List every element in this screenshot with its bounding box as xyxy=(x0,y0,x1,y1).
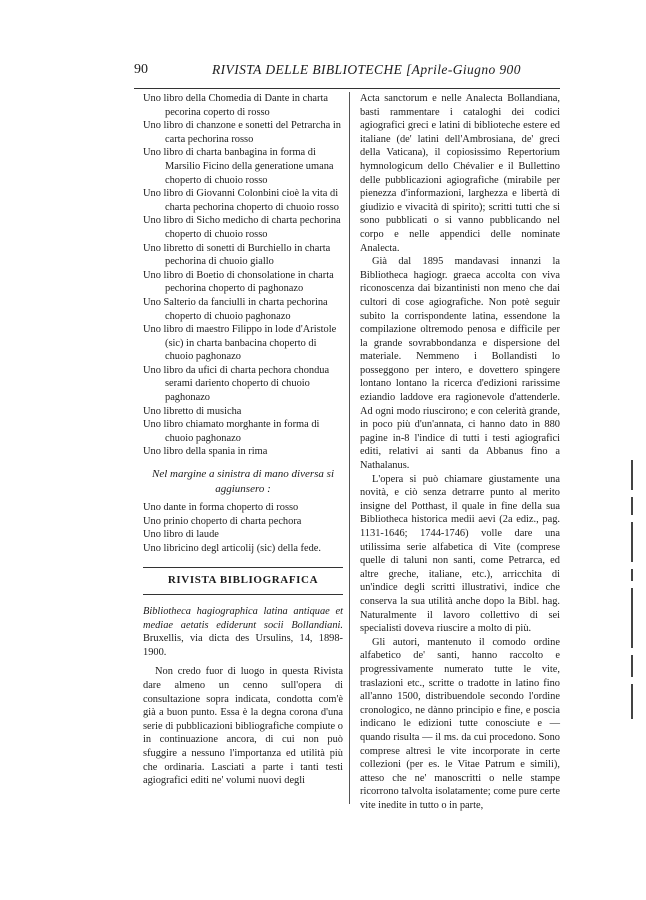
inventory-entry: Uno libretto di sonetti di Burchiello in charta pechorina di chuoio giallo xyxy=(143,242,331,268)
inventory-entry: Uno libro di Boetio di chonsolatione in charta pechorina choperto di paghonazo xyxy=(143,269,334,295)
bibliography-title: Bibliotheca hagiographica latina antiquae et mediae aetatis ediderunt socii Bollandiani. xyxy=(143,606,343,631)
inventory-entry: Uno Salterio da fanciulli in charta pechorina choperto di chuoio paghonazo xyxy=(143,296,328,322)
running-title: RIVISTA DELLE BIBLIOTECHE [Aprile-Giugno 900 xyxy=(212,62,521,77)
review-paragraph: Gli autori, mantenuto il comodo ordine alfabetico de' santi, hanno raccolto e progressivamente numerato tutte le vite, traslazioni etc., scritte o tradotte in latino fino all'anno 1500, distribuendole secondo l'ordine cronologico, ne dànno principio e fine, e poscia indicano le edizioni tutte conosciute e — quando risulta — il ms. da cui procedono. Sono comprese altresì le vite incorporate in certe collezioni (per es. le Vitae Patrum e simili), atteso che ne' manoscritti o nelle stampe ricorrono talvolta isolatamente; come pure certe vite inedite in tutto o in parte, xyxy=(360,636,560,811)
inventory-entry: Uno libro di maestro Filippo in lode d'Aristole (sic) in charta banbacina choperto di chuoio paghonazo xyxy=(143,324,337,363)
margin-entry: Uno libricino degl articolij (sic) della fede. xyxy=(143,542,322,554)
page-header xyxy=(134,62,560,84)
inventory-entry: Uno libretto di musicha xyxy=(143,405,242,417)
inventory-entry: Uno libro di Giovanni Colonbini cioè la vita di charta pechorina choperto di chuoio rosso xyxy=(143,188,339,213)
right-column xyxy=(360,92,560,812)
margin-note: Nel margine a sinistra di mano diversa si aggiunsero : xyxy=(151,468,334,496)
section-title: RIVISTA BIBLIOGRAFICA xyxy=(167,574,319,587)
inventory-entry: Uno libro di chanzone e sonetti del Petrarcha in carta pechorina rosso xyxy=(143,120,341,145)
left-column xyxy=(143,92,343,788)
inventory-entry: Uno libro chiamato morghante in forma di chuoio paghonazo xyxy=(143,419,320,444)
inventory-entry: Uno libro della Chomedia di Dante in charta pecorina coperto di rosso xyxy=(143,93,328,118)
inventory-entry: Uno libro di charta banbagina in forma di Marsilio Ficino della generatione umana choperto di chuoio rosso xyxy=(143,147,334,186)
header-rule xyxy=(134,88,560,89)
inventory-entry: Uno libro di Sicho medicho di charta pechorina choperto di chuoio rosso xyxy=(143,215,341,240)
margin-entry: Uno libro di laude xyxy=(143,529,219,541)
bibliography-entry xyxy=(143,605,343,659)
margin-entry: Uno dante in forma choperto di rosso xyxy=(143,502,299,514)
bibliography-imprint: Bruxellis, via dicta des Ursulins, 14, 1898-1900. xyxy=(143,633,343,658)
review-paragraph: Acta sanctorum e nelle Analecta Bollandiana, basti rammentare i cataloghi dei codici agiografici greci e latini di biblioteche estere ed italiane (de' latini dell'Ambrosiana, de' greci della Vaticana), il copiosissimo Repertorium hymnologicum dello Chévalier e il Bullettino delle pubblicazioni agiografiche (mirabile per pienezza d'informazioni, larghezza e libertà di giudizio e vivacità di spirito); scritti tutti che si sono pubblicati o si vanno pubblicando nel corpo e nelle appendici delle nominate Analecta. xyxy=(360,93,560,254)
margin-entry: Uno prinio choperto di charta pechora xyxy=(143,515,302,527)
review-paragraph: Già dal 1895 mandavasi innanzi la Bibliotheca hagiogr. graeca accolta con viva riconoscenza dai bizantinisti non meno che dai cultori di cose agiografiche. Non potè seguir subito la corrispondente latina, essendone la compilazione oltremodo penosa e difficile per la grande sovrabbondanza e dispersione del materiale. Nemmeno i Bollandisti lo posseggono per intero, e dovettero spingere lontano lontano la ricerca d'edizioni rarissime eziandio laddove era ragionevole d'attenderle. Ad ogni modo riuscirono; e con celerità grande, in poco più d'un'annata, ci hanno dato in 880 pagine in-8 l'indice di tutti i testi agiografici editi, relativi ai santi da Abbanus fino a Nathalanus. xyxy=(360,256,560,472)
inventory-entry: Uno libro della spania in rima xyxy=(143,446,268,458)
review-paragraph: L'opera si può chiamare giustamente una novità, e ciò senza detrarre punto al merito insigne del Potthast, il quale in fine della sua Bibliotheca historica medii aevi (2a ediz., pag. 1131-1646; 1744-1746) volle dare una utilissima serie alfabetica di Vite (comprese quelle di taluni non santi, come Petrarca, ed altre greche, italiane, etc.), arricchita di un'indice degli scritti illustrativi, indice che conserva la sua utilità anche dopo la Bibl. hag. Naturalmente il lavoro collettivo di sei specialisti doveva riuscire a molto di più. xyxy=(360,473,560,635)
section-rule-bottom xyxy=(143,594,343,595)
review-paragraph: Non credo fuor di luogo in questa Rivista dare almeno un cenno sull'opera di consultazione sopra indicata, condotta com'è già a buon punto. Essa è la degna corona d'una serie di pubblicazioni bibliografiche compiute o in continuazione ancora, di cui non può sfuggire a nessuno l'importanza ed utilità più che ordinaria. Lasciati a parte i tanti testi agiografici editi ne' volumi nuovi degli xyxy=(143,666,343,787)
section-rule-top xyxy=(143,567,343,568)
scan-edge-mark xyxy=(631,460,634,860)
column-rule xyxy=(349,92,350,804)
page-number: 90 xyxy=(134,62,148,77)
inventory-entry: Uno libro da ufici di charta pechora chondua serami dariento choperto di chuoio paghonazo xyxy=(143,364,330,404)
